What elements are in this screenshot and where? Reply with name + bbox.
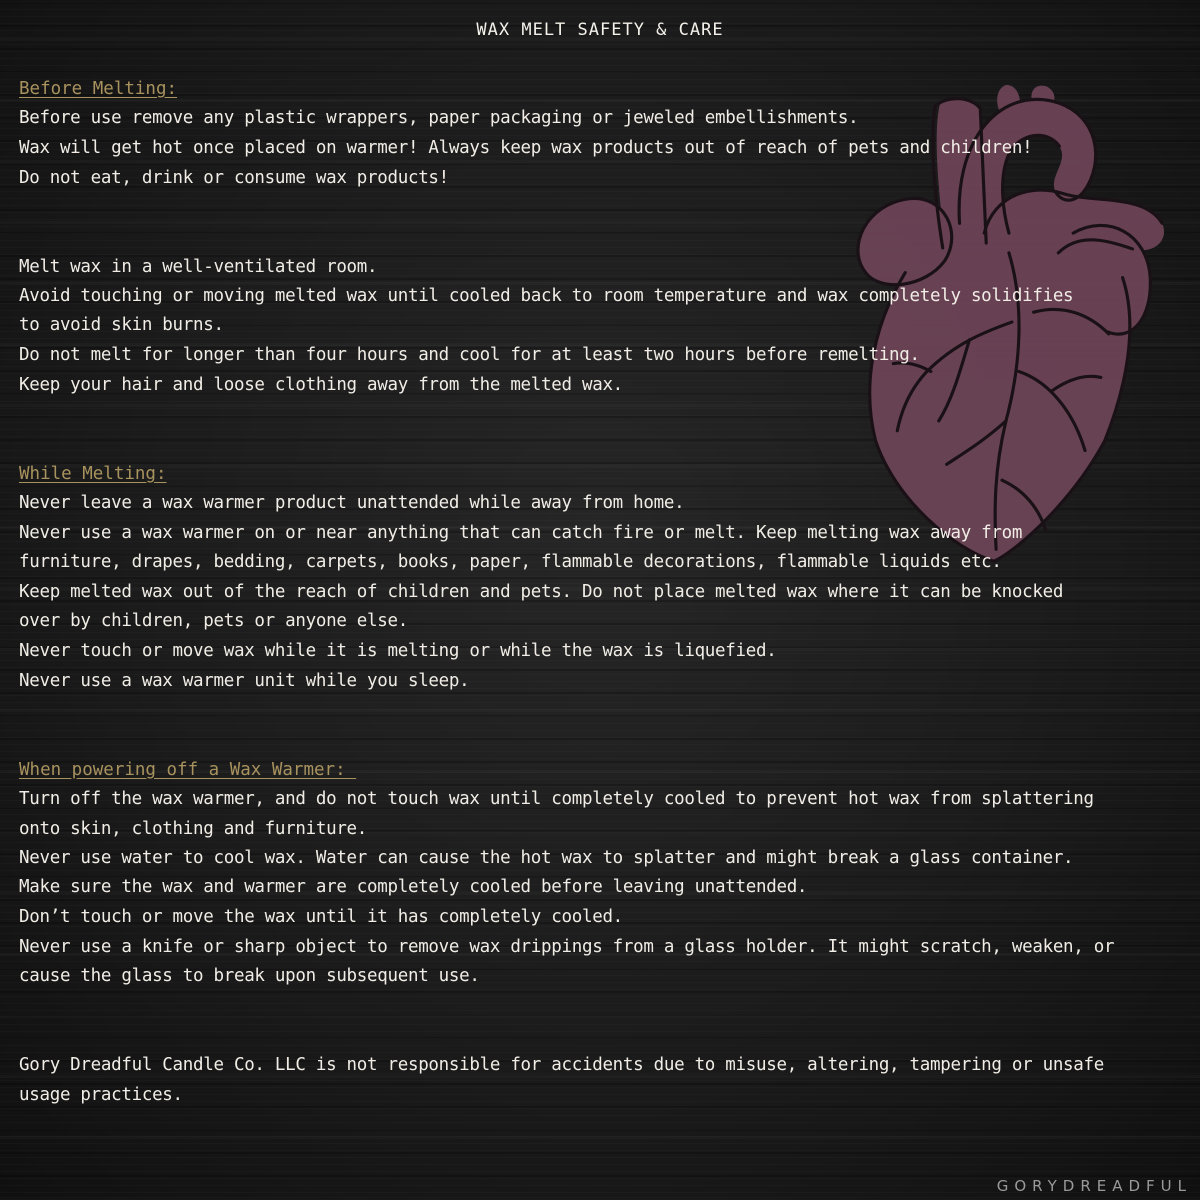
text-line: Melt wax in a well-ventilated room.: [19, 257, 378, 277]
text-line: Keep melted wax out of the reach of children and pets. Do not place melted wax where it can be knocked: [19, 582, 1064, 602]
text-line: Never touch or move wax while it is melting or while the wax is liquefied.: [19, 641, 777, 661]
disclaimer-line: usage practices.: [19, 1085, 183, 1105]
page-title: WAX MELT SAFETY & CARE: [476, 20, 724, 40]
text-line: Do not melt for longer than four hours and cool for at least two hours before remelting.: [19, 345, 920, 365]
text-line: Keep your hair and loose clothing away from the melted wax.: [19, 375, 623, 395]
text-line: Make sure the wax and warmer are completely cooled before leaving unattended.: [19, 877, 808, 897]
text-line: Do not eat, drink or consume wax products!: [19, 168, 449, 188]
section-heading: When powering off a Wax Warmer:: [19, 760, 357, 780]
text-line: furniture, drapes, bedding, carpets, books, paper, flammable decorations, flammable liquids etc.: [19, 552, 1002, 572]
text-line: cause the glass to break upon subsequent use.: [19, 966, 480, 986]
text-line: Avoid touching or moving melted wax until cooled back to room temperature and wax completely solidifies: [19, 286, 1074, 306]
text-line: Never use water to cool wax. Water can cause the hot wax to splatter and might break a glass container.: [19, 848, 1074, 868]
section-heading: While Melting:: [19, 464, 167, 484]
text-line: Never use a knife or sharp object to remove wax drippings from a glass holder. It might scratch, weaken, or: [19, 937, 1115, 957]
text-line: Before use remove any plastic wrappers, paper packaging or jeweled embellishments.: [19, 108, 859, 128]
text-line: Never use a wax warmer unit while you sleep.: [19, 671, 470, 691]
text-line: Don’t touch or move the wax until it has completely cooled.: [19, 907, 623, 927]
text-line: onto skin, clothing and furniture.: [19, 819, 368, 839]
text-line: Never leave a wax warmer product unattended while away from home.: [19, 493, 685, 513]
text-line: Turn off the wax warmer, and do not touch wax until completely cooled to prevent hot wax from splattering: [19, 789, 1094, 809]
text-line: over by children, pets or anyone else.: [19, 611, 408, 631]
text-line: Wax will get hot once placed on warmer! Always keep wax products out of reach of pets and children!: [19, 138, 1033, 158]
text-line: Never use a wax warmer on or near anything that can catch fire or melt. Keep melting wax away from: [19, 523, 1023, 543]
brand-watermark: GORYDREADFUL: [996, 1177, 1192, 1195]
disclaimer-line: Gory Dreadful Candle Co. LLC is not responsible for accidents due to misuse, altering, tampering or unsafe: [19, 1055, 1105, 1075]
text-line: to avoid skin burns.: [19, 315, 224, 335]
section-heading: Before Melting:: [19, 79, 178, 99]
